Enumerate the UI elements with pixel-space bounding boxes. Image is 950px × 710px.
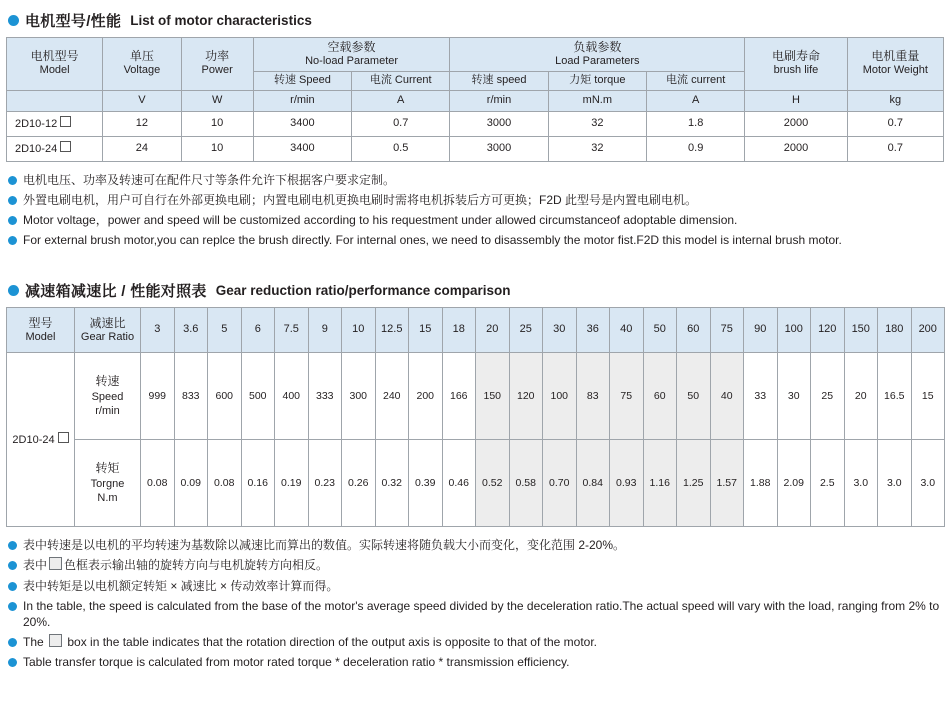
unit-load-current: A <box>647 90 745 111</box>
unit-voltage: V <box>103 90 181 111</box>
torque-value: 0.58 <box>509 440 543 527</box>
square-marker-icon <box>60 141 71 152</box>
speed-value: 600 <box>208 353 242 440</box>
torque-value: 0.84 <box>576 440 610 527</box>
ratio-col-head: 75 <box>710 308 744 353</box>
cell-model-text: 2D10-24 <box>15 142 58 155</box>
header-load-speed: 转速 speed <box>450 71 548 90</box>
header-brush-life-en: brush life <box>773 64 819 77</box>
section-title-en: List of motor characteristics <box>130 13 312 28</box>
gear-model-cell <box>7 353 75 527</box>
note-text: 表中转矩是以电机额定转矩 × 减速比 × 传动效率计算而得。 <box>23 578 339 593</box>
header-load-en: Load Parameters <box>555 55 640 67</box>
speed-value: 240 <box>375 353 409 440</box>
bullet-dot-icon <box>8 582 17 591</box>
speed-value: 33 <box>744 353 778 440</box>
speed-value: 75 <box>610 353 644 440</box>
shaded-box-icon <box>49 634 62 647</box>
speed-label-unit: r/min <box>95 405 120 418</box>
torque-value: 0.09 <box>174 440 208 527</box>
cell-load-torque: 32 <box>548 136 646 161</box>
ratio-col-head: 15 <box>409 308 443 353</box>
cell-load-speed: 3000 <box>450 136 548 161</box>
gear-ratio-table <box>6 307 945 527</box>
speed-value: 16.5 <box>878 353 912 440</box>
bullet-dot-icon <box>8 658 17 667</box>
unit-load-torque: mN.m <box>548 90 646 111</box>
list-item <box>8 578 944 594</box>
ratio-col-head: 9 <box>308 308 342 353</box>
list-item <box>8 634 944 650</box>
ratio-col-head: 10 <box>342 308 376 353</box>
cell-model <box>7 111 103 136</box>
torque-value: 0.23 <box>308 440 342 527</box>
torque-value: 3.0 <box>844 440 878 527</box>
bullet-dot-icon <box>8 15 19 26</box>
speed-value: 300 <box>342 353 376 440</box>
torque-value: 1.88 <box>744 440 778 527</box>
note-text: In the table, the speed is calculated from the base of the motor's average speed divided by the deceleration ratio.The actual speed will vary with the load, ranging from 2% to 20%. <box>23 598 940 629</box>
speed-value: 999 <box>141 353 175 440</box>
ratio-col-head: 12.5 <box>375 308 409 353</box>
torque-value: 0.52 <box>476 440 510 527</box>
speed-value: 500 <box>241 353 275 440</box>
speed-value: 120 <box>509 353 543 440</box>
speed-value: 25 <box>811 353 845 440</box>
table-header-row-1 <box>7 38 944 72</box>
speed-value: 15 <box>911 353 945 440</box>
gear-header-row <box>7 308 945 353</box>
list-item <box>8 172 944 188</box>
cell-brush-life: 2000 <box>745 136 847 161</box>
list-item <box>8 654 944 670</box>
cell-noload-current: 0.7 <box>352 111 450 136</box>
header-motor-weight-en: Motor Weight <box>862 64 928 77</box>
ratio-col-head: 90 <box>744 308 778 353</box>
torque-label-en: Torgne <box>90 477 125 490</box>
speed-value: 200 <box>409 353 443 440</box>
cell-noload-speed: 3400 <box>253 136 351 161</box>
gear-header-model-cn: 型号 <box>28 315 53 330</box>
header-model-cn: 电机型号 <box>30 49 79 64</box>
header-noload-group <box>253 38 450 72</box>
cell-noload-current: 0.5 <box>352 136 450 161</box>
speed-value: 333 <box>308 353 342 440</box>
square-marker-icon <box>60 116 71 127</box>
table-row <box>7 136 944 161</box>
torque-value: 0.32 <box>375 440 409 527</box>
bullet-dot-icon <box>8 236 17 245</box>
note-text-with-swatch: The box in the table indicates that the rotation direction of the output axis is opposite to that of the motor. <box>23 635 598 650</box>
speed-value: 100 <box>543 353 577 440</box>
unit-brush-life: H <box>745 90 847 111</box>
torque-value: 0.16 <box>241 440 275 527</box>
cell-brush-life: 2000 <box>745 111 847 136</box>
cell-weight: 0.7 <box>847 111 943 136</box>
note-text: 外置电刷电机，用户可自行在外部更换电刷；内置电刷电机更换电刷时需将电机拆装后方可更换；F2D 此型号是内置电刷电机。 <box>23 192 698 207</box>
section-spacer <box>6 252 944 278</box>
gear-header-ratio-en: Gear Ratio <box>80 330 135 343</box>
torque-value: 0.39 <box>409 440 443 527</box>
ratio-col-head: 150 <box>844 308 878 353</box>
gear-row-label-torque <box>75 440 141 527</box>
header-noload-en: No-load Parameter <box>305 55 399 67</box>
cell-noload-speed: 3400 <box>253 111 351 136</box>
torque-label-cn: 转矩 <box>95 461 120 476</box>
unit-power: W <box>181 90 253 111</box>
cell-load-speed: 3000 <box>450 111 548 136</box>
header-noload-cn: 空载参数 <box>327 40 376 54</box>
table-row <box>7 111 944 136</box>
list-item <box>8 232 944 248</box>
ratio-col-head: 36 <box>576 308 610 353</box>
speed-value: 166 <box>442 353 476 440</box>
ratio-col-head: 25 <box>509 308 543 353</box>
section-title-cn: 电机型号/性能 <box>25 13 122 30</box>
speed-value: 150 <box>476 353 510 440</box>
cell-model <box>7 136 103 161</box>
shaded-box-icon <box>49 557 62 570</box>
bullet-dot-icon <box>8 176 17 185</box>
gear-row-label-speed <box>75 353 141 440</box>
gear-torque-row <box>7 440 945 527</box>
ratio-col-head: 3 <box>141 308 175 353</box>
ratio-col-head: 40 <box>610 308 644 353</box>
unit-noload-current: A <box>352 90 450 111</box>
header-power <box>181 38 253 91</box>
bullet-dot-icon <box>8 541 17 550</box>
torque-value: 0.93 <box>610 440 644 527</box>
speed-value: 83 <box>576 353 610 440</box>
ratio-col-head: 5 <box>208 308 242 353</box>
header-load-cn: 负载参数 <box>573 40 622 54</box>
section-heading-motor-characteristics <box>8 10 944 31</box>
cell-power: 10 <box>181 111 253 136</box>
bullet-dot-icon <box>8 638 17 647</box>
cell-power: 10 <box>181 136 253 161</box>
header-brush-life-cn: 电刷寿命 <box>771 49 820 64</box>
torque-value: 1.57 <box>710 440 744 527</box>
ratio-col-head: 6 <box>241 308 275 353</box>
torque-value: 2.09 <box>777 440 811 527</box>
ratio-col-head: 7.5 <box>275 308 309 353</box>
units-row <box>7 90 944 111</box>
section-heading-gear-ratio <box>8 280 944 301</box>
torque-value: 3.0 <box>878 440 912 527</box>
list-item <box>8 598 944 630</box>
ratio-col-head: 18 <box>442 308 476 353</box>
torque-value: 0.46 <box>442 440 476 527</box>
torque-label-unit: N.m <box>97 492 118 505</box>
motor-notes-list <box>8 172 944 249</box>
unit-weight: kg <box>847 90 943 111</box>
note-text: 表中转速是以电机的平均转速为基数除以减速比而算出的数值。实际转速将随负载大小而变化，变化范围 2-20%。 <box>23 538 626 553</box>
ratio-col-head: 20 <box>476 308 510 353</box>
header-voltage-en: Voltage <box>123 64 161 77</box>
gear-header-model <box>7 308 75 353</box>
unit-load-speed: r/min <box>450 90 548 111</box>
speed-value: 30 <box>777 353 811 440</box>
bullet-dot-icon <box>8 602 17 611</box>
note-text: Motor voltage，power and speed will be customized according to his requestment under allowed circumstanceof adoptable dimension. <box>23 212 738 227</box>
motor-characteristics-table <box>6 37 944 162</box>
header-noload-speed: 转速 Speed <box>253 71 351 90</box>
list-item <box>8 212 944 228</box>
cell-voltage: 24 <box>103 136 181 161</box>
torque-value: 0.19 <box>275 440 309 527</box>
bullet-dot-icon <box>8 216 17 225</box>
gear-notes-list <box>8 537 944 670</box>
cell-load-current: 1.8 <box>647 111 745 136</box>
ratio-col-head: 100 <box>777 308 811 353</box>
speed-value: 20 <box>844 353 878 440</box>
header-voltage <box>103 38 181 91</box>
torque-value: 0.26 <box>342 440 376 527</box>
gear-model-text: 2D10-24 <box>12 433 55 446</box>
note-text: For external brush motor,you can replce the brush directly. For internal ones, we need to disassembly the motor fist.F2D this model is internal brush motor. <box>23 233 842 248</box>
torque-value: 1.25 <box>677 440 711 527</box>
gear-header-ratio-cn: 减速比 <box>89 315 126 330</box>
ratio-col-head: 3.6 <box>174 308 208 353</box>
header-model <box>7 38 103 91</box>
note-text: 电机电压、功率及转速可在配件尺寸等条件允许下根据客户要求定制。 <box>23 172 396 187</box>
ratio-col-head: 180 <box>878 308 912 353</box>
speed-value: 400 <box>275 353 309 440</box>
ratio-col-head: 30 <box>543 308 577 353</box>
torque-value: 0.08 <box>141 440 175 527</box>
cell-load-torque: 32 <box>548 111 646 136</box>
torque-value: 3.0 <box>911 440 945 527</box>
note-text: Table transfer torque is calculated from motor rated torque * deceleration ratio * transmission efficiency. <box>23 655 570 670</box>
bullet-dot-icon <box>8 196 17 205</box>
header-motor-weight <box>847 38 943 91</box>
torque-value: 1.16 <box>643 440 677 527</box>
torque-value: 2.5 <box>811 440 845 527</box>
unit-noload-speed: r/min <box>253 90 351 111</box>
ratio-col-head: 60 <box>677 308 711 353</box>
header-load-torque: 力矩 torque <box>548 71 646 90</box>
note-text-with-swatch: 表中 色框表示输出轴的旋转方向与电机旋转方向相反。 <box>23 558 329 573</box>
speed-label-cn: 转速 <box>95 374 120 389</box>
cell-model-text: 2D10-12 <box>15 117 58 130</box>
torque-value: 0.08 <box>208 440 242 527</box>
cell-load-current: 0.9 <box>647 136 745 161</box>
bullet-dot-icon <box>8 561 17 570</box>
unit-model <box>7 90 103 111</box>
speed-value: 60 <box>643 353 677 440</box>
speed-value: 40 <box>710 353 744 440</box>
header-power-cn: 功率 <box>205 49 230 64</box>
section2-title-en: Gear reduction ratio/performance comparison <box>215 283 511 299</box>
torque-value: 0.70 <box>543 440 577 527</box>
header-voltage-cn: 单压 <box>129 49 154 64</box>
header-motor-weight-cn: 电机重量 <box>871 49 920 64</box>
ratio-col-head: 120 <box>811 308 845 353</box>
list-item <box>8 192 944 208</box>
ratio-col-head: 50 <box>643 308 677 353</box>
header-model-en: Model <box>39 64 70 77</box>
speed-value: 833 <box>174 353 208 440</box>
ratio-col-head: 200 <box>911 308 945 353</box>
header-load-current: 电流 current <box>647 71 745 90</box>
header-noload-current: 电流 Current <box>352 71 450 90</box>
cell-voltage: 12 <box>103 111 181 136</box>
speed-value: 50 <box>677 353 711 440</box>
square-marker-icon <box>58 432 69 443</box>
gear-header-ratio <box>75 308 141 353</box>
speed-label-en: Speed <box>91 390 124 403</box>
gear-header-model-en: Model <box>25 330 56 343</box>
gear-speed-row <box>7 353 945 440</box>
list-item <box>8 537 944 553</box>
section2-title-cn: 减速箱减速比 / 性能对照表 <box>25 283 207 301</box>
header-load-group <box>450 38 745 72</box>
bullet-dot-icon <box>8 285 19 296</box>
header-power-en: Power <box>201 64 233 77</box>
list-item <box>8 557 944 573</box>
cell-weight: 0.7 <box>847 136 943 161</box>
header-brush-life <box>745 38 847 91</box>
